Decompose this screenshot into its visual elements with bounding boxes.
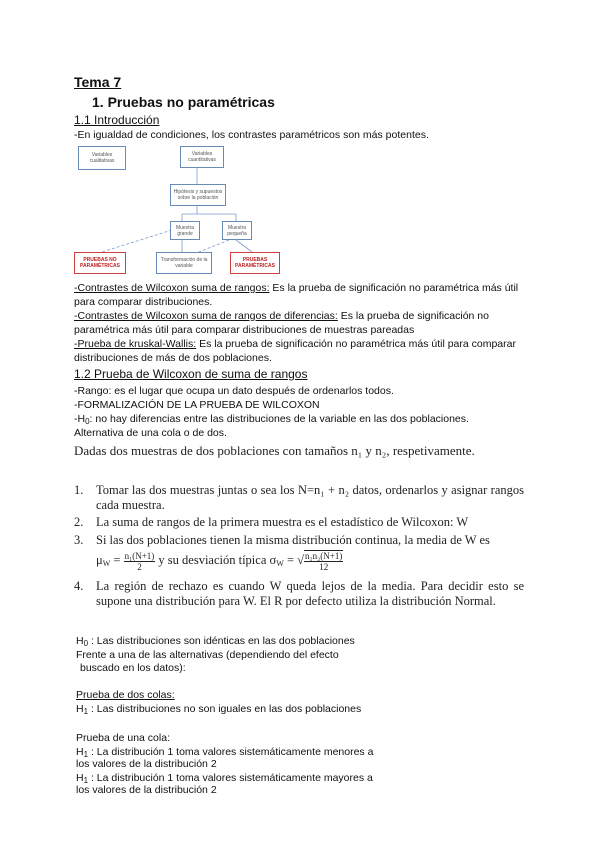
definition-term: -Contrastes de Wilcoxon suma de rangos: xyxy=(74,282,270,294)
box-transformacion-variable: Transformación de la variable xyxy=(156,252,212,274)
connector-grande-noparam xyxy=(102,230,172,252)
definition-text: Es la prueba de significación no paramétrica más útil para comparar distribuciones de más de dos poblaciones. xyxy=(74,338,516,364)
definition-text: Es la prueba de significación no paramétrica más útil para comparar distribuciones de muestras pareadas xyxy=(74,310,489,336)
sd-denominator: 12 xyxy=(319,562,329,572)
sigma-symbol: σ xyxy=(269,552,277,567)
sd-fraction xyxy=(304,550,343,572)
document-title: Tema 7 xyxy=(74,74,122,90)
h1-label-subscript: 1 xyxy=(83,707,89,716)
step-3 xyxy=(0,533,600,551)
h0-distribution-text: : Las distribuciones son idénticas en las dos poblaciones xyxy=(88,635,355,647)
box-pruebas-no-parametricas: PRUEBAS NO PARAMÉTRICAS xyxy=(74,252,126,274)
parametric-decision-diagram xyxy=(74,144,294,278)
h1-label: H xyxy=(76,772,84,784)
h1-label-subscript: 1 xyxy=(83,750,89,759)
formula-equals: = xyxy=(110,552,124,567)
h1-menores-text: : La distribución 1 toma valores sistemáticamente menores a xyxy=(88,746,374,758)
definition-term: -Contrastes de Wilcoxon suma de rangos de diferencias: xyxy=(74,310,338,322)
step-3-formula: $\mu_W$ = $\frac{\text{n₁(N+1)}}{2}$ y su desviación típica $\sigma_W$ = √ $\frac{\text{n₁n₂(N+1)}}{12}$ xyxy=(96,550,343,572)
subsection-intro-heading: 1.1 Introducción xyxy=(74,113,160,127)
h0-label: H xyxy=(76,635,84,647)
desviacion-text: y su desviación típica xyxy=(155,552,270,567)
h0-subscript: 0 xyxy=(85,417,90,426)
frente-line-1: Frente a una de las alternativas (dependiendo del efecto xyxy=(76,649,339,661)
step-text: La región de rechazo es cuando W queda lejos de la media. Para decidir esto se supone una distribución para W. El R por defecto utiliza la distribución Normal. xyxy=(96,579,524,608)
mean-numerator: n₁(N+1) xyxy=(124,550,155,561)
frente-line-2: buscado en los datos): xyxy=(80,662,186,674)
h1-label-subscript: 1 xyxy=(83,776,89,785)
box-variables-cuantitativas: Variables cuantitativas xyxy=(180,146,224,168)
dadas-muestras-line: Dadas dos muestras de dos poblaciones con tamaños n₁ y n₂, respetivamente. xyxy=(74,443,475,458)
h1-menores-line-2: los valores de la distribución 2 xyxy=(76,758,217,770)
mu-subscript: W xyxy=(102,558,111,568)
connector-pequena-parametricas xyxy=(236,240,252,252)
intro-paragraph: -En igualdad de condiciones, los contrastes paramétricos son más potentes. xyxy=(74,129,429,141)
subsection-wilcoxon-heading: 1.2 Prueba de Wilcoxon de suma de rangos xyxy=(74,367,308,381)
h1-label: H xyxy=(76,746,84,758)
mean-fraction xyxy=(124,551,156,572)
definition-wilcoxon-suma-rangos xyxy=(74,281,526,309)
section-heading xyxy=(92,94,275,110)
step-number: 4. xyxy=(74,579,84,593)
h1-label: H xyxy=(76,703,84,715)
definition-text: Es la prueba de significación no paramétrica más útil para comparar distribuciones. xyxy=(74,282,519,308)
h1-mayores-line-2: los valores de la distribución 2 xyxy=(76,784,217,796)
h1-mayores-text: : La distribución 1 toma valores sistemáticamente mayores a xyxy=(88,772,373,784)
h1-dos-colas-line xyxy=(76,702,361,719)
una-cola-heading: Prueba de una cola: xyxy=(76,732,170,744)
box-pruebas-parametricas: PRUEBAS PARAMÉTRICAS xyxy=(230,252,280,274)
step-text: Tomar las dos muestras juntas o sea los N=n₁ + n₂ datos, ordenarlos y asignar rangos cada muestra. xyxy=(96,483,524,512)
h0-text: : no hay diferencias entre las distribuciones de la variable en las dos poblaciones. xyxy=(89,413,469,425)
step-text: Si las dos poblaciones tienen la misma distribución continua, la media de W es xyxy=(96,533,490,547)
formalizacion-heading: -FORMALIZACIÓN DE LA PRUEBA DE WILCOXON xyxy=(74,399,320,411)
rango-definition: -Rango: es el lugar que ocupa un dato después de ordenarlos todos. xyxy=(74,385,394,397)
step-2 xyxy=(0,515,600,533)
step-number: 3. xyxy=(74,533,84,547)
box-variables-cualitativas: Variables cualitativas xyxy=(78,146,126,170)
h0-label-subscript: 0 xyxy=(83,639,89,648)
h0-prefix: -H xyxy=(74,413,86,425)
step-text: La suma de rangos de la primera muestra es el estadístico de Wilcoxon: W xyxy=(96,515,469,529)
mu-symbol: μ xyxy=(96,552,103,567)
definition-wilcoxon-diferencias xyxy=(74,309,526,337)
step-number: 1. xyxy=(74,483,84,497)
sqrt-icon: √ xyxy=(297,552,305,567)
box-muestra-grande: Muestra grande xyxy=(170,221,200,240)
step-number: 2. xyxy=(74,515,84,529)
sd-numerator: n₁n₂(N+1) xyxy=(305,551,343,561)
definition-term: -Prueba de kruskal-Wallis: xyxy=(74,338,197,350)
alternativa-line: Alternativa de una cola o de dos. xyxy=(74,427,227,439)
step-4 xyxy=(0,579,600,629)
h1-dos-colas-text: : Las distribuciones no son iguales en las dos poblaciones xyxy=(88,703,362,715)
box-hipotesis-supuestos: Hipótesis y supuestos sobre la población xyxy=(170,184,226,206)
sigma-subscript: W xyxy=(276,558,284,568)
section-heading-text: 1. Pruebas no paramétricas xyxy=(92,94,275,110)
box-muestra-pequena: Muestra pequeña xyxy=(222,221,252,240)
dos-colas-heading: Prueba de dos colas: xyxy=(76,689,175,701)
mean-denominator: 2 xyxy=(137,561,142,572)
step-1 xyxy=(0,483,600,519)
definition-kruskal-wallis xyxy=(74,337,526,365)
